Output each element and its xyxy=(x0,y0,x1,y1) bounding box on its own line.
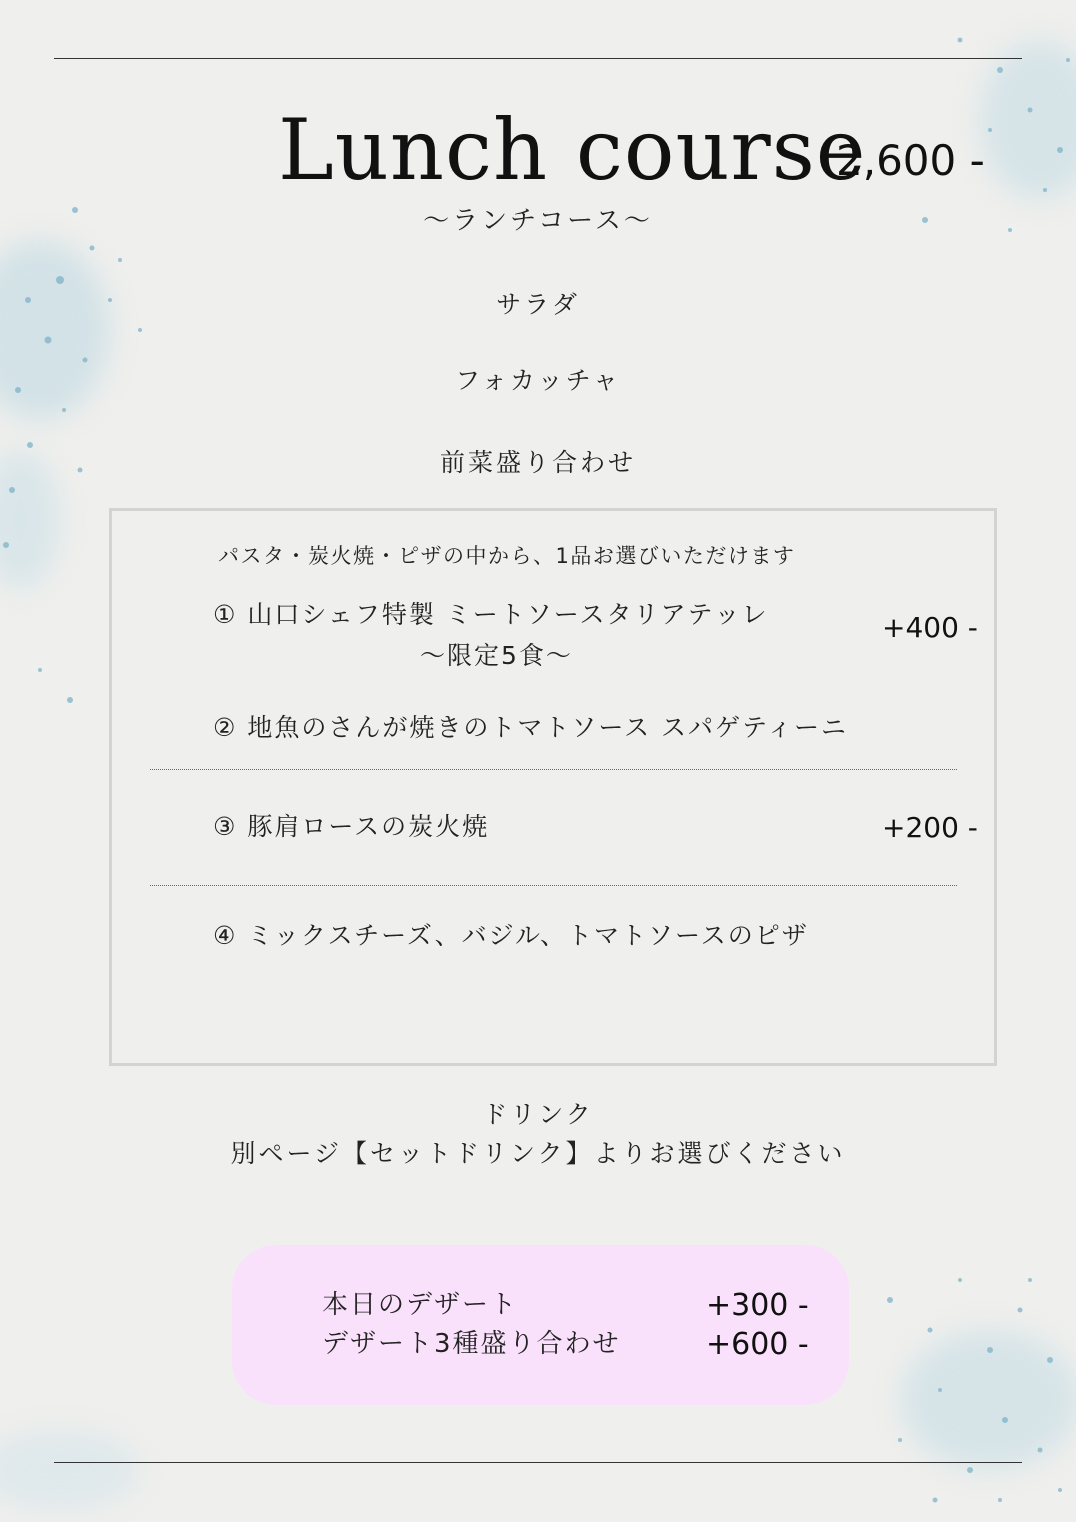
course-item-salad: サラダ xyxy=(496,290,580,319)
dessert-item-price: +600 - xyxy=(706,1327,809,1362)
page-title: Lunch course xyxy=(278,101,867,199)
option-4-label: ④ ミックスチーズ、バジル、トマトソースのピザ xyxy=(213,921,809,950)
option-1-label: ① 山口シェフ特製 ミートソースタリアテッレ xyxy=(213,600,769,629)
course-price: 2,600 - xyxy=(836,136,985,185)
drink-title: ドリンク xyxy=(482,1100,594,1129)
dessert-box xyxy=(232,1245,849,1405)
drink-note: 別ページ【セットドリンク】よりお選びください xyxy=(230,1139,846,1168)
page-subtitle: 〜ランチコース〜 xyxy=(423,206,653,236)
option-2-label: ② 地魚のさんが焼きのトマトソース スパゲティーニ xyxy=(213,713,849,742)
bottom-rule xyxy=(54,1462,1022,1463)
top-rule xyxy=(54,58,1022,59)
option-3-label: ③ 豚肩ロースの炭火焼 xyxy=(213,812,490,841)
dessert-item-price: +300 - xyxy=(706,1288,809,1323)
option-1-price: +400 - xyxy=(882,611,978,644)
course-item-focaccia: フォカッチャ xyxy=(455,366,621,395)
option-3-price: +200 - xyxy=(882,811,978,844)
option-divider xyxy=(150,885,957,886)
option-1-note: 〜限定5食〜 xyxy=(420,641,573,670)
choice-intro: パスタ・炭火焼・ピザの中から、1品お選びいただけます xyxy=(218,544,796,568)
course-item-appetizer: 前菜盛り合わせ xyxy=(439,448,636,477)
dessert-item-label: デザート3種盛り合わせ xyxy=(322,1329,621,1359)
dessert-item-label: 本日のデザート xyxy=(322,1290,519,1320)
option-divider xyxy=(150,769,957,770)
main-choice-box xyxy=(109,508,997,1066)
